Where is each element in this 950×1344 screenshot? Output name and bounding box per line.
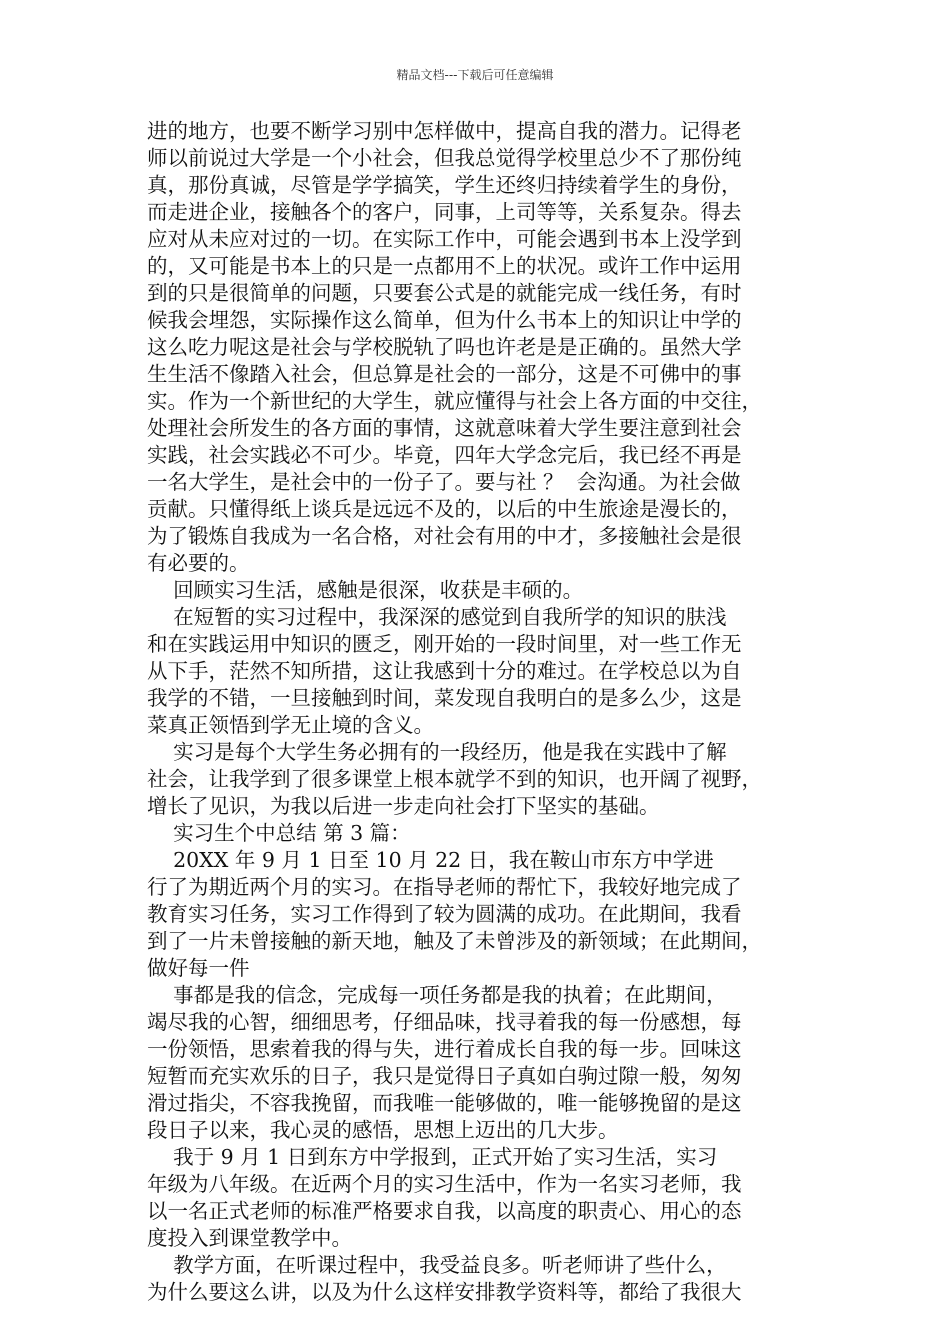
text-line: 段日子以来，我心灵的感悟，思想上迈出的几大步。 bbox=[147, 1118, 619, 1142]
text-line: 以一名正式老师的标准严格要求自我，以高度的职责心、用心的态 bbox=[147, 1199, 742, 1223]
text-line: 菜真正领悟到学无止境的含义。 bbox=[147, 713, 434, 737]
text-line: 一份领悟，思索着我的得与失，进行着成长自我的每一步。回味这 bbox=[147, 1037, 742, 1061]
text-line: 做好每一件 bbox=[147, 956, 250, 980]
text-line: 为什么要这么讲，以及为什么这样安排教学资料等，都给了我很大 bbox=[147, 1280, 742, 1304]
text-line: 在短暂的实习过程中，我深深的感觉到自我所学的知识的肤浅 bbox=[147, 605, 727, 629]
text-line: 回顾实习生活，感触是很深，收获是丰硕的。 bbox=[147, 578, 584, 602]
text-line: 行了为期近两个月的实习。在指导老师的帮忙下，我较好地完成了 bbox=[147, 875, 742, 899]
text-line: 真，那份真诚，尽管是学学搞笑，学生还终归持续着学生的身份， bbox=[147, 173, 742, 197]
text-line: 竭尽我的心智，细细思考，仔细品味，找寻着我的每一份感想，每 bbox=[147, 1010, 742, 1034]
text-line: 应对从未应对过的一切。在实际工作中，可能会遇到书本上没学到 bbox=[147, 227, 742, 251]
text-line: 和在实践运用中知识的匮乏，刚开始的一段时间里，对一些工作无 bbox=[147, 632, 742, 656]
text-line: 处理社会所发生的各方面的事情，这就意味着大学生要注意到社会 bbox=[147, 416, 742, 440]
text-line: 贡献。只懂得纸上谈兵是远远不及的，以后的中生旅途是漫长的， bbox=[147, 497, 742, 521]
text-line: 滑过指尖，不容我挽留，而我唯一能够做的，唯一能够挽留的是这 bbox=[147, 1091, 742, 1115]
text-line: 增长了见识，为我以后进一步走向社会打下坚实的基础。 bbox=[147, 794, 660, 818]
document-body bbox=[147, 118, 807, 1306]
text-line: 度投入到课堂教学中。 bbox=[147, 1226, 352, 1250]
text-line: 进的地方，也要不断学习别中怎样做中，提高自我的潜力。记得老 bbox=[147, 119, 742, 143]
text-line: 为了锻炼自我成为一名合格，对社会有用的中才，多接触社会是很 bbox=[147, 524, 742, 548]
text-line: 20XX 年 9 月 1 日至 10 月 22 日，我在鞍山市东方中学进 bbox=[147, 848, 714, 872]
text-line: 到了一片未曾接触的新天地，触及了未曾涉及的新领域；在此期间， bbox=[147, 929, 762, 953]
text-line: 这么吃力呢这是社会与学校脱轨了吗也许老是是正确的。虽然大学 bbox=[147, 335, 742, 359]
text-line: 实践，社会实践必不可少。毕竟，四年大学念完后，我已经不再是 bbox=[147, 443, 742, 467]
text-line: 年级为八年级。在近两个月的实习生活中，作为一名实习老师，我 bbox=[147, 1172, 742, 1196]
text-line: 而走进企业，接触各个的客户，同事，上司等等，关系复杂。得去 bbox=[147, 200, 742, 224]
text-line: 候我会埋怨，实际操作这么简单，但为什么书本上的知识让中学的 bbox=[147, 308, 742, 332]
text-line: 从下手，茫然不知所措，这让我感到十分的难过。在学校总以为自 bbox=[147, 659, 742, 683]
text-line: 我学的不错，一旦接触到时间，菜发现自我明白的是多么少，这是 bbox=[147, 686, 742, 710]
text-line: 事都是我的信念，完成每一项任务都是我的执着；在此期间， bbox=[147, 983, 727, 1007]
text-line: 社会，让我学到了很多课堂上根本就学不到的知识，也开阔了视野， bbox=[147, 767, 762, 791]
text-line: 的，又可能是书本上的只是一点都用不上的状况。或许工作中运用 bbox=[147, 254, 742, 278]
text-line: 教育实习任务，实习工作得到了较为圆满的成功。在此期间，我看 bbox=[147, 902, 742, 926]
text-line: 实习生个中总结 第 3 篇： bbox=[147, 821, 411, 845]
text-line: 教学方面，在听课过程中，我受益良多。听老师讲了些什么， bbox=[147, 1253, 727, 1277]
text-line: 我于 9 月 1 日到东方中学报到，正式开始了实习生活，实习 bbox=[147, 1145, 718, 1169]
text-line: 有必要的。 bbox=[147, 551, 250, 575]
page-header: 精品文档---下载后可任意编辑 bbox=[396, 68, 554, 82]
text-line: 生生活不像踏入社会，但总算是社会的一部分，这是不可佛中的事 bbox=[147, 362, 742, 386]
text-line: 短暂而充实欢乐的日子，我只是觉得日子真如白驹过隙一般，匆匆 bbox=[147, 1064, 742, 1088]
text-line: 实习是每个大学生务必拥有的一段经历，他是我在实践中了解 bbox=[147, 740, 727, 764]
text-line: 实。作为一个新世纪的大学生，就应懂得与社会上各方面的中交往， bbox=[147, 389, 762, 413]
text-line: 师以前说过大学是一个小社会，但我总觉得学校里总少不了那份纯 bbox=[147, 146, 742, 170]
text-line: 一名大学生，是社会中的一份子了。要与社 ？ 会沟通。为社会做 bbox=[147, 470, 741, 494]
text-line: 到的只是很简单的问题，只要套公式是的就能完成一线任务，有时 bbox=[147, 281, 742, 305]
